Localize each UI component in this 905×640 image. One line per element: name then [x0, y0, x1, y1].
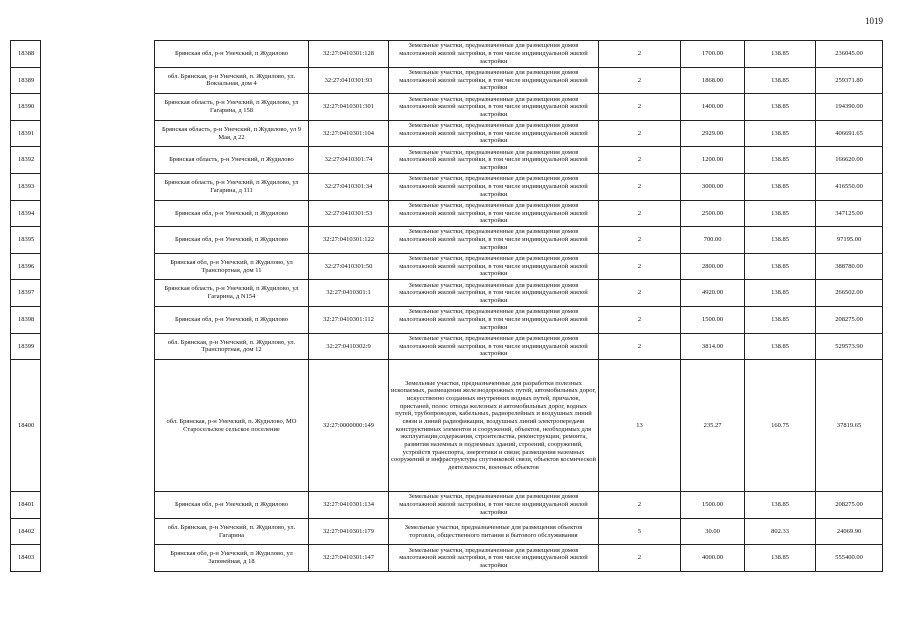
cell-cadastral-number: 32:27:0410301:301: [309, 94, 389, 121]
cell-permitted-use: Земельные участки, предназначенные для размещения домов малоэтажной жилой застройки, в том числе индивидуальной жилой застройки: [389, 147, 599, 174]
cell-area: 1500.00: [681, 306, 745, 333]
cell-gap: [41, 280, 155, 307]
cell-permitted-use: Земельные участки, предназначенные для размещения домов малоэтажной жилой застройки, в том числе индивидуальной жилой застройки: [389, 306, 599, 333]
cell-address: Брянская область, р-н Унечский, п Жудилово: [155, 147, 309, 174]
cell-group: 2: [599, 545, 681, 572]
cell-address: обл. Брянская, р-н Унечский, п. Жудилово, ул. Гагарина: [155, 518, 309, 545]
cell-address: обл. Брянская, р-н Унечский, п. Жудилово, ул. Транспортная, дом 12: [155, 333, 309, 360]
cell-record-number: 18395: [11, 227, 41, 254]
cell-cadastral-number: 32:27:0410301:128: [309, 41, 389, 68]
cell-specific-value: 138.85: [745, 306, 816, 333]
cell-specific-value: 138.85: [745, 67, 816, 94]
cell-cadastral-number: 32:27:0410301:50: [309, 253, 389, 280]
cell-specific-value: 138.85: [745, 200, 816, 227]
cell-record-number: 18396: [11, 253, 41, 280]
cell-cadastral-number: 32:27:0410301:179: [309, 518, 389, 545]
cell-area: 700.00: [681, 227, 745, 254]
cell-group: 2: [599, 227, 681, 254]
cell-group: 2: [599, 306, 681, 333]
cell-group: 2: [599, 120, 681, 147]
cell-address: Брянская обл, р-н Унечский, п Жудилово: [155, 492, 309, 519]
table-row: [11, 360, 883, 492]
cell-cadastral-value: 208275.00: [816, 306, 883, 333]
cell-record-number: 18388: [11, 41, 41, 68]
cell-cadastral-value: 37819.65: [816, 360, 883, 492]
cell-specific-value: 138.85: [745, 253, 816, 280]
cell-cadastral-number: 32:27:0410301:74: [309, 147, 389, 174]
cell-address: Брянская обл, р-н Унечский, п Жудилово: [155, 306, 309, 333]
cell-gap: [41, 306, 155, 333]
cell-gap: [41, 227, 155, 254]
cell-group: 2: [599, 253, 681, 280]
cell-permitted-use: Земельные участки, предназначенные для размещения домов малоэтажной жилой застройки, в том числе индивидуальной жилой застройки: [389, 492, 599, 519]
cell-cadastral-value: 208275.00: [816, 492, 883, 519]
cell-permitted-use: Земельные участки, предназначенные для размещения домов малоэтажной жилой застройки, в том числе индивидуальной жилой застройки: [389, 120, 599, 147]
cell-gap: [41, 120, 155, 147]
cell-gap: [41, 173, 155, 200]
cell-cadastral-number: 32:27:0000000:149: [309, 360, 389, 492]
cell-gap: [41, 545, 155, 572]
cell-address: обл. Брянская, р-н Унечский, п. Жудилово, МО Старосельское сельское поселение: [155, 360, 309, 492]
cadastral-value-table: [10, 40, 883, 572]
cell-area: 1868.00: [681, 67, 745, 94]
cell-record-number: 18390: [11, 94, 41, 121]
table-row: [11, 200, 883, 227]
cell-area: 4000.00: [681, 545, 745, 572]
cell-address: Брянская область, р-н Унечский, п Жудилово, ул 9 Мая, д 22: [155, 120, 309, 147]
table-row: [11, 280, 883, 307]
cell-cadastral-number: 32:27:0410302:9: [309, 333, 389, 360]
cell-cadastral-value: 97195.00: [816, 227, 883, 254]
table-row: [11, 41, 883, 68]
cell-group: 2: [599, 333, 681, 360]
cell-address: Брянская обл, р-н Унечский, п Жудилово: [155, 227, 309, 254]
cell-gap: [41, 41, 155, 68]
cell-permitted-use: Земельные участки, предназначенные для разработки полезных ископаемых, размещения железнодорожных путей, автомобильных дорог, искусственно созданных внутренних водных путей, причалов, пристаней, полос отвода железных и автомобильных дорог, водных путей, трубопроводов, кабельных, радиорелейных и воздушных линий связи и линий радиофикации, воздушных линий электропередачи конструктивных элементов и сооружений, объектов, необходимых для эксплуатации,содержания, строительства, реконструкции, ремонта, развития наземных и подземных зданий, строений, сооружений, устройств транспорта, энергетики и связи; размещения наземных сооружений и инфраструктуры спутниковой связи, объектов космической деятельности, военных объектов: [389, 360, 599, 492]
cell-permitted-use: Земельные участки, предназначенные для размещения домов малоэтажной жилой застройки, в том числе индивидуальной жилой застройки: [389, 173, 599, 200]
table-body: [11, 41, 883, 572]
table-row: [11, 67, 883, 94]
cell-address: Брянская область, р-н Унечский, п Жудилово, ул Гагарина, д 158: [155, 94, 309, 121]
cell-permitted-use: Земельные участки, предназначенные для размещения домов малоэтажной жилой застройки, в том числе индивидуальной жилой застройки: [389, 333, 599, 360]
cell-cadastral-number: 32:27:0410301:53: [309, 200, 389, 227]
cell-gap: [41, 492, 155, 519]
cell-area: 2800.00: [681, 253, 745, 280]
cell-permitted-use: Земельные участки, предназначенные для размещения домов малоэтажной жилой застройки, в том числе индивидуальной жилой застройки: [389, 253, 599, 280]
cell-permitted-use: Земельные участки, предназначенные для размещения домов малоэтажной жилой застройки, в том числе индивидуальной жилой застройки: [389, 227, 599, 254]
table-row: [11, 94, 883, 121]
cell-permitted-use: Земельные участки, предназначенные для размещения домов малоэтажной жилой застройки, в том числе индивидуальной жилой застройки: [389, 280, 599, 307]
cell-cadastral-value: 388780.00: [816, 253, 883, 280]
cell-group: 2: [599, 173, 681, 200]
cell-record-number: 18402: [11, 518, 41, 545]
cell-gap: [41, 518, 155, 545]
cell-address: Брянская обл, р-н Унечский, п Жудилово, ул Транспортная, дом 11: [155, 253, 309, 280]
cell-gap: [41, 253, 155, 280]
cell-address: Брянская область, р-н Унечский, п Жудилово, ул Гагарина, д N154: [155, 280, 309, 307]
cell-address: обл. Брянская, р-н Унечский, п. Жудилово, ул. Вокзальная, дом 4: [155, 67, 309, 94]
cell-area: 1700.00: [681, 41, 745, 68]
table-row: [11, 173, 883, 200]
cell-group: 2: [599, 94, 681, 121]
cell-record-number: 18392: [11, 147, 41, 174]
cell-permitted-use: Земельные участки, предназначенные для размещения домов малоэтажной жилой застройки, в том числе индивидуальной жилой застройки: [389, 67, 599, 94]
cell-area: 2929.00: [681, 120, 745, 147]
cell-cadastral-number: 32:27:0410301:147: [309, 545, 389, 572]
cell-specific-value: 138.85: [745, 94, 816, 121]
cell-specific-value: 138.85: [745, 545, 816, 572]
cell-specific-value: 138.85: [745, 280, 816, 307]
cell-group: 13: [599, 360, 681, 492]
cell-area: 1500.00: [681, 492, 745, 519]
cell-area: 1200.00: [681, 147, 745, 174]
cell-group: 2: [599, 147, 681, 174]
cell-gap: [41, 333, 155, 360]
cell-cadastral-value: 416550.00: [816, 173, 883, 200]
cell-specific-value: 802.33: [745, 518, 816, 545]
cell-cadastral-value: 259371.80: [816, 67, 883, 94]
cell-cadastral-number: 32:27:0410301:122: [309, 227, 389, 254]
table-row: [11, 492, 883, 519]
cell-address: Брянская область, р-н Унечский, п Жудилово, ул Гагарина, д 111: [155, 173, 309, 200]
cell-cadastral-value: 24069.90: [816, 518, 883, 545]
cell-address: Брянская обл, р-н Унечский, п Жудилово, ул Заповейная, д 18: [155, 545, 309, 572]
cell-specific-value: 138.85: [745, 173, 816, 200]
cell-gap: [41, 200, 155, 227]
table-row: [11, 147, 883, 174]
cell-cadastral-number: 32:27:0410301:112: [309, 306, 389, 333]
cell-record-number: 18401: [11, 492, 41, 519]
table-row: [11, 253, 883, 280]
cell-permitted-use: Земельные участки, предназначенные для размещения домов малоэтажной жилой застройки, в том числе индивидуальной жилой застройки: [389, 94, 599, 121]
cell-cadastral-number: 32:27:0410301:1: [309, 280, 389, 307]
table-row: [11, 227, 883, 254]
cell-gap: [41, 360, 155, 492]
cell-group: 2: [599, 67, 681, 94]
cell-area: 235.27: [681, 360, 745, 492]
cell-permitted-use: Земельные участки, предназначенные для размещения домов малоэтажной жилой застройки, в том числе индивидуальной жилой застройки: [389, 41, 599, 68]
cell-record-number: 18397: [11, 280, 41, 307]
cell-group: 2: [599, 200, 681, 227]
cell-cadastral-number: 32:27:0410301:34: [309, 173, 389, 200]
cell-record-number: 18393: [11, 173, 41, 200]
cell-area: 1400.00: [681, 94, 745, 121]
cell-record-number: 18400: [11, 360, 41, 492]
table-row: [11, 518, 883, 545]
cell-address: Брянская обл, р-н Унечский, п Жудилово: [155, 200, 309, 227]
cell-group: 2: [599, 280, 681, 307]
cell-record-number: 18399: [11, 333, 41, 360]
cell-cadastral-number: 32:27:0410301:134: [309, 492, 389, 519]
cell-specific-value: 138.85: [745, 333, 816, 360]
cell-group: 2: [599, 492, 681, 519]
cell-record-number: 18403: [11, 545, 41, 572]
cell-area: 4920.00: [681, 280, 745, 307]
cell-record-number: 18398: [11, 306, 41, 333]
cell-address: Брянская обл, р-н Унечский, п Жудилово: [155, 41, 309, 68]
cell-specific-value: 160.75: [745, 360, 816, 492]
cell-gap: [41, 94, 155, 121]
cell-area: 30.00: [681, 518, 745, 545]
cell-specific-value: 138.85: [745, 227, 816, 254]
cell-area: 3814.00: [681, 333, 745, 360]
cell-cadastral-value: 555400.00: [816, 545, 883, 572]
cell-permitted-use: Земельные участки, предназначенные для размещения домов малоэтажной жилой застройки, в том числе индивидуальной жилой застройки: [389, 200, 599, 227]
cell-specific-value: 138.85: [745, 147, 816, 174]
cell-cadastral-value: 166620.00: [816, 147, 883, 174]
table-row: [11, 120, 883, 147]
cell-cadastral-number: 32:27:0410301:104: [309, 120, 389, 147]
cell-specific-value: 138.85: [745, 120, 816, 147]
cell-cadastral-value: 406691.65: [816, 120, 883, 147]
cell-cadastral-number: 32:27:0410301:93: [309, 67, 389, 94]
cell-cadastral-value: 266502.00: [816, 280, 883, 307]
cell-cadastral-value: 236045.00: [816, 41, 883, 68]
cell-specific-value: 138.85: [745, 41, 816, 68]
cell-permitted-use: Земельные участки, предназначенные для размещения объектов торговли, общественного питания и бытового обслуживания: [389, 518, 599, 545]
cell-record-number: 18391: [11, 120, 41, 147]
page-number: 1019: [865, 16, 883, 26]
cell-area: 3000.00: [681, 173, 745, 200]
cell-record-number: 18394: [11, 200, 41, 227]
cell-group: 2: [599, 41, 681, 68]
table-row: [11, 545, 883, 572]
table-row: [11, 333, 883, 360]
cell-cadastral-value: 194390.00: [816, 94, 883, 121]
cell-gap: [41, 67, 155, 94]
cell-area: 2500.00: [681, 200, 745, 227]
cell-record-number: 18389: [11, 67, 41, 94]
cell-group: 5: [599, 518, 681, 545]
cell-cadastral-value: 529573.90: [816, 333, 883, 360]
cell-cadastral-value: 347125.00: [816, 200, 883, 227]
cell-permitted-use: Земельные участки, предназначенные для размещения домов малоэтажной жилой застройки, в том числе индивидуальной жилой застройки: [389, 545, 599, 572]
cell-gap: [41, 147, 155, 174]
cell-specific-value: 138.85: [745, 492, 816, 519]
table-row: [11, 306, 883, 333]
